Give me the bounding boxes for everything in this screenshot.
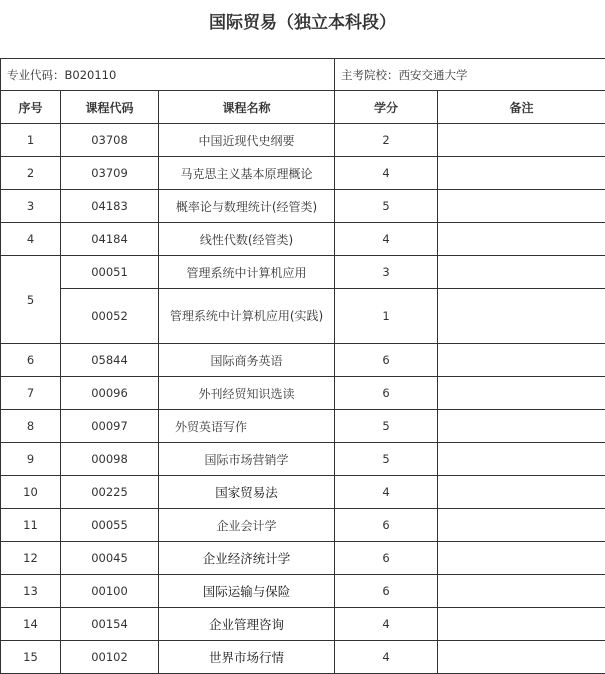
header-credit: 学分 [335, 91, 438, 124]
table-row [1, 542, 605, 575]
header-seq: 序号 [1, 91, 61, 124]
cell-code: 00051 [61, 256, 159, 289]
cell-seq: 4 [1, 223, 61, 256]
table-row [1, 344, 605, 377]
major-code: 专业代码：B020110 [1, 59, 335, 91]
cell-credit: 5 [335, 443, 438, 476]
cell-note [438, 641, 605, 674]
cell-code: 00055 [61, 509, 159, 542]
cell-seq: 7 [1, 377, 61, 410]
cell-name: 企业会计学 [159, 509, 335, 542]
cell-name: 国际商务英语 [159, 344, 335, 377]
page-title: 国际贸易（独立本科段） [0, 8, 605, 33]
cell-code: 00225 [61, 476, 159, 509]
cell-seq: 13 [1, 575, 61, 608]
cell-credit: 6 [335, 509, 438, 542]
cell-seq: 9 [1, 443, 61, 476]
course-table [0, 58, 605, 674]
cell-credit: 4 [335, 157, 438, 190]
cell-seq: 12 [1, 542, 61, 575]
cell-name: 企业经济统计学 [159, 542, 335, 575]
cell-code: 04184 [61, 223, 159, 256]
header-name: 课程名称 [159, 91, 335, 124]
cell-name: 国家贸易法 [159, 476, 335, 509]
cell-note [438, 377, 605, 410]
cell-seq: 14 [1, 608, 61, 641]
cell-name: 外贸英语写作 [159, 410, 335, 443]
cell-note [438, 410, 605, 443]
cell-seq: 1 [1, 124, 61, 157]
cell-name: 企业管理咨询 [159, 608, 335, 641]
table-row [1, 223, 605, 256]
cell-seq: 15 [1, 641, 61, 674]
table-row [1, 509, 605, 542]
cell-name: 概率论与数理统计(经管类) [159, 190, 335, 223]
cell-note [438, 344, 605, 377]
table-row [1, 289, 605, 344]
cell-credit: 6 [335, 344, 438, 377]
cell-note [438, 256, 605, 289]
cell-seq: 10 [1, 476, 61, 509]
cell-note [438, 509, 605, 542]
cell-code: 00098 [61, 443, 159, 476]
table-row [1, 410, 605, 443]
table-row [1, 377, 605, 410]
table-row [1, 476, 605, 509]
header-note: 备注 [438, 91, 605, 124]
cell-credit: 6 [335, 377, 438, 410]
table-row [1, 124, 605, 157]
cell-note [438, 289, 605, 344]
cell-code: 03709 [61, 157, 159, 190]
cell-code: 03708 [61, 124, 159, 157]
cell-seq: 3 [1, 190, 61, 223]
table-row [1, 443, 605, 476]
cell-credit: 5 [335, 410, 438, 443]
cell-credit: 2 [335, 124, 438, 157]
cell-credit: 1 [335, 289, 438, 344]
cell-code: 00096 [61, 377, 159, 410]
cell-note [438, 190, 605, 223]
cell-credit: 3 [335, 256, 438, 289]
cell-note [438, 157, 605, 190]
table-row [1, 190, 605, 223]
table-row [1, 157, 605, 190]
cell-credit: 5 [335, 190, 438, 223]
cell-name: 管理系统中计算机应用 [159, 256, 335, 289]
cell-name: 中国近现代史纲要 [159, 124, 335, 157]
table-row [1, 575, 605, 608]
cell-name: 世界市场行情 [159, 641, 335, 674]
table-row [1, 641, 605, 674]
cell-name: 管理系统中计算机应用(实践) [159, 289, 335, 344]
cell-note [438, 608, 605, 641]
cell-credit: 4 [335, 223, 438, 256]
host-school: 主考院校：西安交通大学 [335, 59, 605, 91]
header-code: 课程代码 [61, 91, 159, 124]
cell-seq: 2 [1, 157, 61, 190]
cell-name: 线性代数(经管类) [159, 223, 335, 256]
cell-code: 00097 [61, 410, 159, 443]
cell-code: 04183 [61, 190, 159, 223]
cell-name: 马克思主义基本原理概论 [159, 157, 335, 190]
cell-name: 国际市场营销学 [159, 443, 335, 476]
cell-name: 国际运输与保险 [159, 575, 335, 608]
cell-code: 05844 [61, 344, 159, 377]
meta-row [1, 59, 605, 91]
cell-credit: 6 [335, 542, 438, 575]
cell-code: 00102 [61, 641, 159, 674]
cell-code: 00052 [61, 289, 159, 344]
cell-name: 外刊经贸知识选读 [159, 377, 335, 410]
cell-seq: 5 [1, 256, 61, 344]
cell-code: 00154 [61, 608, 159, 641]
table-row [1, 608, 605, 641]
cell-seq: 6 [1, 344, 61, 377]
cell-credit: 4 [335, 476, 438, 509]
cell-note [438, 124, 605, 157]
header-row [1, 91, 605, 124]
cell-note [438, 575, 605, 608]
cell-note [438, 223, 605, 256]
cell-code: 00045 [61, 542, 159, 575]
cell-code: 00100 [61, 575, 159, 608]
cell-note [438, 476, 605, 509]
cell-note [438, 542, 605, 575]
cell-credit: 4 [335, 641, 438, 674]
cell-credit: 6 [335, 575, 438, 608]
cell-seq: 11 [1, 509, 61, 542]
table-row [1, 256, 605, 289]
cell-note [438, 443, 605, 476]
cell-seq: 8 [1, 410, 61, 443]
cell-credit: 4 [335, 608, 438, 641]
